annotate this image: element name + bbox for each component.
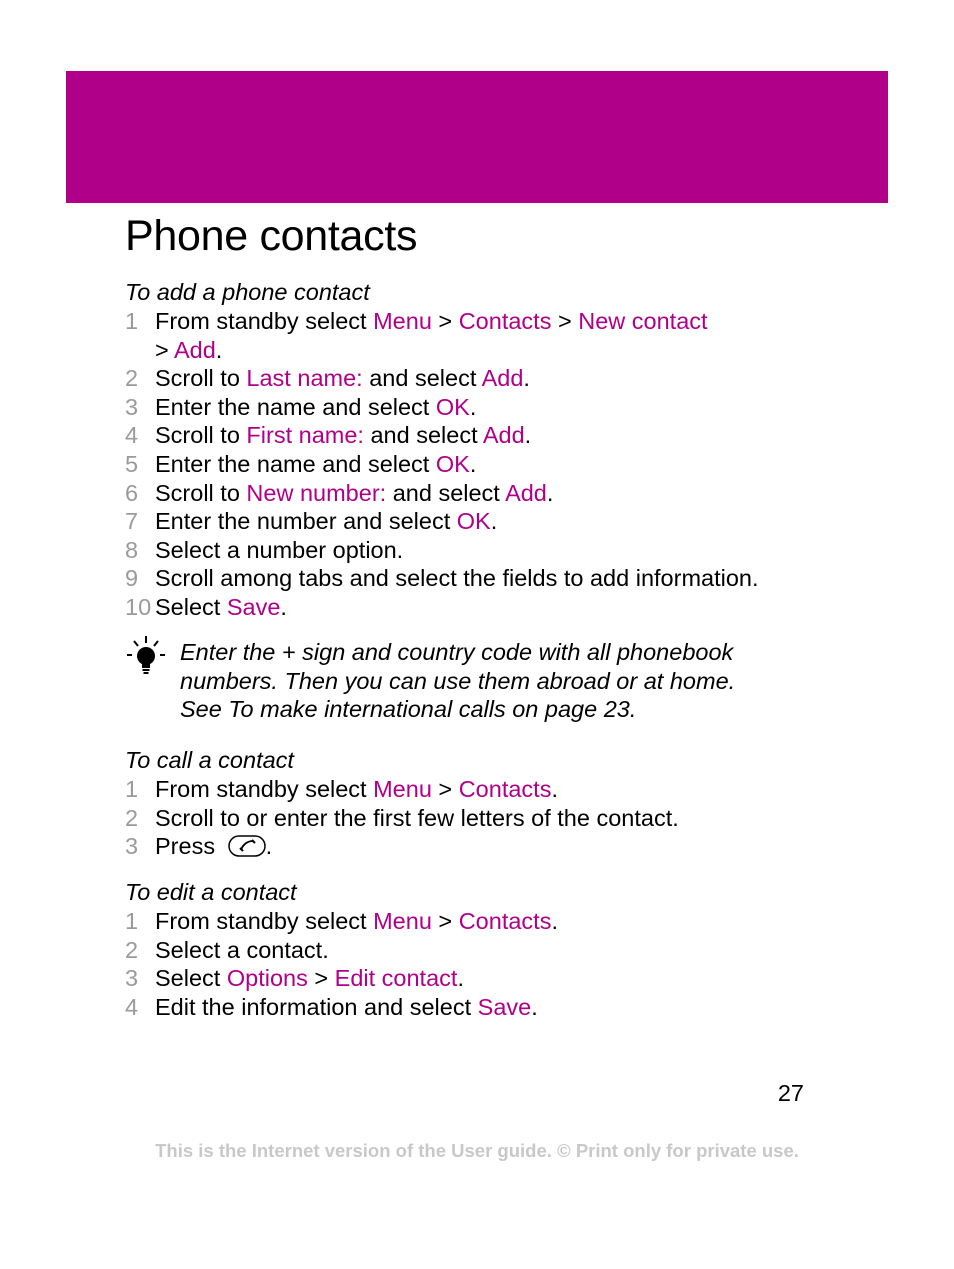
section-title-edit-contact: To edit a contact bbox=[125, 879, 297, 905]
step-text-segment: . bbox=[524, 422, 532, 449]
step-text-segment: and select bbox=[362, 365, 482, 392]
menu-path-term: Last name: bbox=[246, 365, 363, 392]
step-text-segment: Scroll to bbox=[155, 365, 247, 392]
step-text-segment: Enter the name and select bbox=[155, 451, 436, 477]
step-text-segment: Scroll to bbox=[155, 479, 247, 506]
step-text-segment: > bbox=[431, 776, 459, 802]
step-text-segment: From standby select bbox=[155, 308, 374, 334]
menu-path-term: Add bbox=[481, 365, 524, 392]
menu-path-term: Options bbox=[226, 965, 308, 992]
step-number: 3 bbox=[125, 833, 139, 860]
menu-path-term: Save bbox=[226, 594, 281, 620]
menu-path-term: Save bbox=[477, 993, 532, 1020]
step-text bbox=[155, 936, 329, 964]
step-text bbox=[155, 364, 530, 392]
step-number: 6 bbox=[125, 479, 139, 506]
menu-path-term: New number: bbox=[246, 479, 387, 506]
step-number: 4 bbox=[125, 422, 139, 449]
step-text bbox=[155, 593, 287, 621]
step-text-segment: Scroll to or enter the first few letters of the contact. bbox=[155, 804, 679, 831]
step-text bbox=[155, 336, 222, 364]
step-number: 7 bbox=[125, 508, 139, 535]
step-number: 10 bbox=[125, 594, 152, 620]
step-text-segment: Edit the information and select bbox=[155, 993, 478, 1020]
tip-line: Enter the + sign and country code with all phonebook bbox=[180, 639, 734, 665]
step-number: 3 bbox=[125, 965, 139, 992]
menu-path-term: Add bbox=[482, 422, 525, 449]
tip-line: See To make international calls on page 23. bbox=[180, 696, 637, 722]
menu-path-term: Add bbox=[505, 479, 547, 506]
step-text-segment: Scroll to bbox=[155, 422, 247, 449]
step-text-segment: Scroll among tabs and select the fields to add information. bbox=[155, 565, 759, 592]
step-text-segment: From standby select bbox=[155, 908, 374, 934]
step-text bbox=[155, 307, 708, 335]
menu-path-term: Contacts bbox=[458, 908, 552, 934]
step-text-segment: . bbox=[551, 908, 558, 934]
step-text-segment: . bbox=[531, 993, 538, 1020]
menu-path-term: Add bbox=[173, 336, 216, 363]
step-text bbox=[155, 804, 679, 832]
step-text-segment: Select a number option. bbox=[155, 536, 404, 563]
step-number: 2 bbox=[125, 365, 139, 392]
step-text-segment: and select bbox=[363, 422, 483, 449]
step-text bbox=[155, 907, 558, 935]
step-text-segment: . bbox=[280, 594, 287, 620]
call-key-icon bbox=[228, 835, 266, 857]
step-text bbox=[155, 832, 272, 860]
step-text bbox=[155, 393, 476, 421]
step-text-segment: . bbox=[551, 776, 558, 802]
section-title-add-contact: To add a phone contact bbox=[125, 279, 370, 305]
step-text-segment: Enter the name and select bbox=[155, 393, 436, 420]
step-text-segment: . bbox=[215, 336, 223, 363]
step-text-segment: . bbox=[265, 833, 273, 860]
header-banner bbox=[66, 71, 888, 203]
step-text-segment: > bbox=[431, 308, 459, 334]
step-text bbox=[155, 507, 497, 535]
menu-path-term: Contacts bbox=[458, 776, 552, 802]
menu-path-term: OK bbox=[456, 508, 491, 535]
step-text-segment: Select bbox=[155, 594, 227, 620]
step-number: 3 bbox=[125, 393, 139, 420]
step-number: 1 bbox=[125, 908, 139, 934]
step-number: 9 bbox=[125, 565, 139, 592]
step-text-segment: . bbox=[490, 508, 498, 535]
step-text bbox=[155, 564, 759, 592]
step-text-segment: > bbox=[155, 336, 174, 363]
step-text-segment: . bbox=[469, 451, 477, 477]
step-text-segment: > bbox=[431, 908, 459, 934]
step-text-segment: Enter the number and select bbox=[155, 508, 457, 535]
step-text-segment: Press bbox=[155, 833, 222, 860]
step-text bbox=[155, 964, 464, 992]
section-title-call-contact: To call a contact bbox=[125, 747, 294, 773]
step-text-segment: . bbox=[523, 365, 530, 392]
menu-path-term: Menu bbox=[373, 908, 432, 934]
step-text-segment: > bbox=[551, 308, 579, 334]
step-number: 2 bbox=[125, 936, 139, 963]
menu-path-term: Edit contact bbox=[334, 965, 458, 992]
step-text-segment: From standby select bbox=[155, 776, 374, 802]
step-text bbox=[155, 450, 476, 478]
page-number: 27 bbox=[777, 1080, 804, 1106]
step-text bbox=[155, 993, 538, 1021]
menu-path-term: Menu bbox=[373, 308, 432, 334]
page-title: Phone contacts bbox=[125, 212, 418, 260]
step-text bbox=[155, 536, 403, 564]
step-text-segment: and select bbox=[386, 479, 506, 506]
step-text-segment: . bbox=[546, 479, 554, 506]
menu-path-term: New contact bbox=[578, 308, 708, 334]
step-text-segment: . bbox=[469, 393, 477, 420]
tip-line: numbers. Then you can use them abroad or at home. bbox=[180, 667, 736, 694]
step-text bbox=[155, 775, 558, 803]
menu-path-term: Menu bbox=[373, 776, 432, 802]
step-number: 5 bbox=[125, 451, 139, 477]
step-number: 1 bbox=[125, 308, 139, 334]
step-number: 8 bbox=[125, 536, 139, 563]
menu-path-term: OK bbox=[435, 451, 470, 477]
step-text-segment: Select a contact. bbox=[155, 936, 329, 963]
step-number: 4 bbox=[125, 993, 139, 1020]
menu-path-term: Contacts bbox=[458, 308, 552, 334]
step-text-segment: Select bbox=[155, 965, 227, 992]
step-text bbox=[155, 479, 553, 507]
menu-path-term: First name: bbox=[246, 422, 364, 449]
step-text-segment: . bbox=[457, 965, 464, 992]
tip-text bbox=[180, 638, 735, 724]
step-text-segment: > bbox=[307, 965, 335, 992]
step-number: 2 bbox=[125, 804, 139, 831]
menu-path-term: OK bbox=[435, 393, 470, 420]
step-text bbox=[155, 421, 531, 449]
lightbulb-tip-icon bbox=[126, 634, 166, 676]
step-number: 1 bbox=[125, 776, 139, 802]
footer-notice: This is the Internet version of the User guide. © Print only for private use. bbox=[155, 1140, 799, 1161]
